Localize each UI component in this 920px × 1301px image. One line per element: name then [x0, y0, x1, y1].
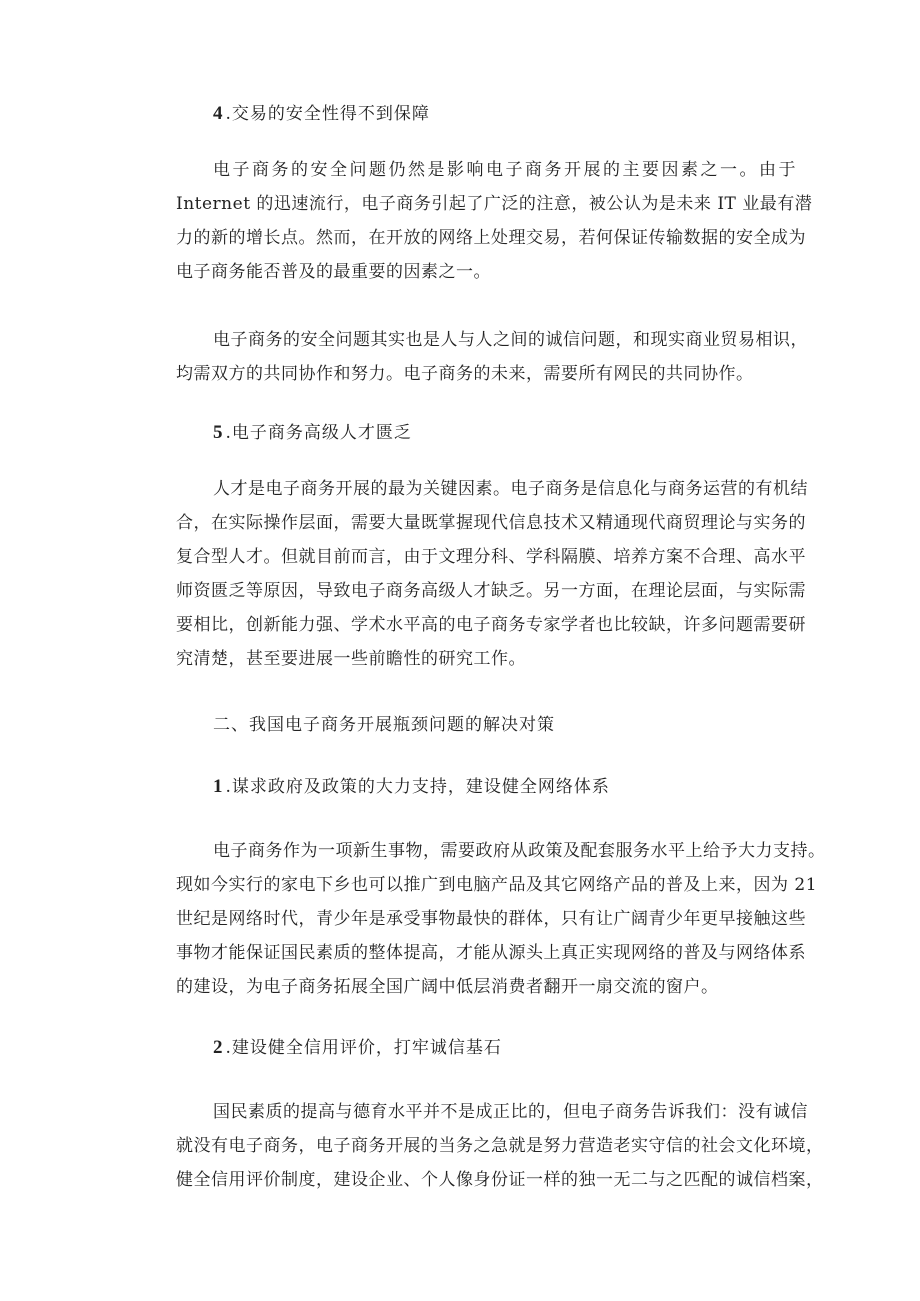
heading-text: .交易的安全性得不到保障 — [225, 104, 430, 124]
section-heading-5 — [213, 421, 412, 445]
paragraph-line: 力的新的增长点。然而，在开放的网络上处理交易，若何保证传输数据的安全成为 — [176, 228, 806, 248]
paragraph-line: 均需双方的共同协作和努力。电子商务的未来，需要所有网民的共同协作。 — [176, 364, 754, 384]
paragraph — [176, 323, 808, 391]
paragraph — [176, 472, 808, 676]
paragraph-line: 电子商务作为一项新生事物，需要政府从政策及配套服务水平上给予大力支持。 — [213, 841, 826, 861]
paragraph-line: 的建设，为电子商务拓展全国广阔中低层消费者翻开一扇交流的窗户。 — [176, 977, 719, 997]
paragraph-line: 电子商务的安全问题其实也是人与人之间的诚信问题，和现实商业贸易相识， — [213, 330, 808, 350]
heading-text: .电子商务高级人才匮乏 — [225, 423, 412, 443]
paragraph-line: 现如今实行的家电下乡也可以推广到电脑产品及其它网络产品的普及上来，因为 21 — [176, 875, 818, 895]
paragraph-line: 事物才能保证国民素质的整体提高，才能从源头上真正实现网络的普及与网络体系 — [176, 943, 806, 963]
paragraph — [176, 834, 826, 1004]
heading-text: .谋求政府及政策的大力支持，建设健全网络体系 — [225, 777, 610, 797]
paragraph-line: Internet 的迅速流行，电子商务引起了广泛的注意，被公认为是未来 IT 业最有潜 — [176, 194, 813, 214]
section-heading-4 — [213, 102, 430, 126]
heading-number: 2 — [213, 1037, 224, 1058]
paragraph-line: 师资匮乏等原因，导致电子商务高级人才缺乏。另一方面，在理论层面，与实际需 — [176, 581, 806, 601]
chapter-heading — [213, 713, 555, 737]
paragraph-line: 健全信用评价制度，建设企业、个人像身份证一样的独一无二与之匹配的诚信档案， — [176, 1170, 824, 1190]
heading-text: 二、我国电子商务开展瓶颈问题的解决对策 — [213, 715, 555, 735]
paragraph — [176, 1095, 824, 1197]
section-heading-1 — [213, 775, 610, 799]
paragraph-line: 电子商务的安全问题仍然是影响电子商务开展的主要因素之一。由于 — [213, 160, 796, 180]
paragraph-line: 人才是电子商务开展的最为关键因素。电子商务是信息化与商务运营的有机结 — [213, 479, 808, 499]
heading-number: 1 — [213, 776, 224, 797]
paragraph-line: 复合型人才。但就目前而言，由于文理分科、学科隔膜、培养方案不合理、高水平 — [176, 547, 806, 567]
paragraph-line: 电子商务能否普及的最重要的因素之一。 — [176, 262, 491, 282]
paragraph — [176, 153, 813, 289]
paragraph-line: 世纪是网络时代，青少年是承受事物最快的群体，只有让广阔青少年更早接触这些 — [176, 909, 806, 929]
paragraph-line: 合，在实际操作层面，需要大量既掌握现代信息技术又精通现代商贸理论与实务的 — [176, 513, 806, 533]
paragraph-line: 国民素质的提高与德育水平并不是成正比的，但电子商务告诉我们：没有诚信 — [213, 1102, 808, 1122]
paragraph-line: 要相比，创新能力强、学术水平高的电子商务专家学者也比较缺，许多问题需要研 — [176, 615, 806, 635]
heading-number: 5 — [213, 422, 224, 443]
heading-text: .建设健全信用评价，打牢诚信基石 — [225, 1038, 502, 1058]
section-heading-2 — [213, 1036, 502, 1060]
heading-number: 4 — [213, 103, 224, 124]
paragraph-line: 究清楚，甚至要进展一些前瞻性的研究工作。 — [176, 649, 526, 669]
paragraph-line: 就没有电子商务，电子商务开展的当务之急就是努力营造老实守信的社会文化环境， — [176, 1136, 824, 1156]
